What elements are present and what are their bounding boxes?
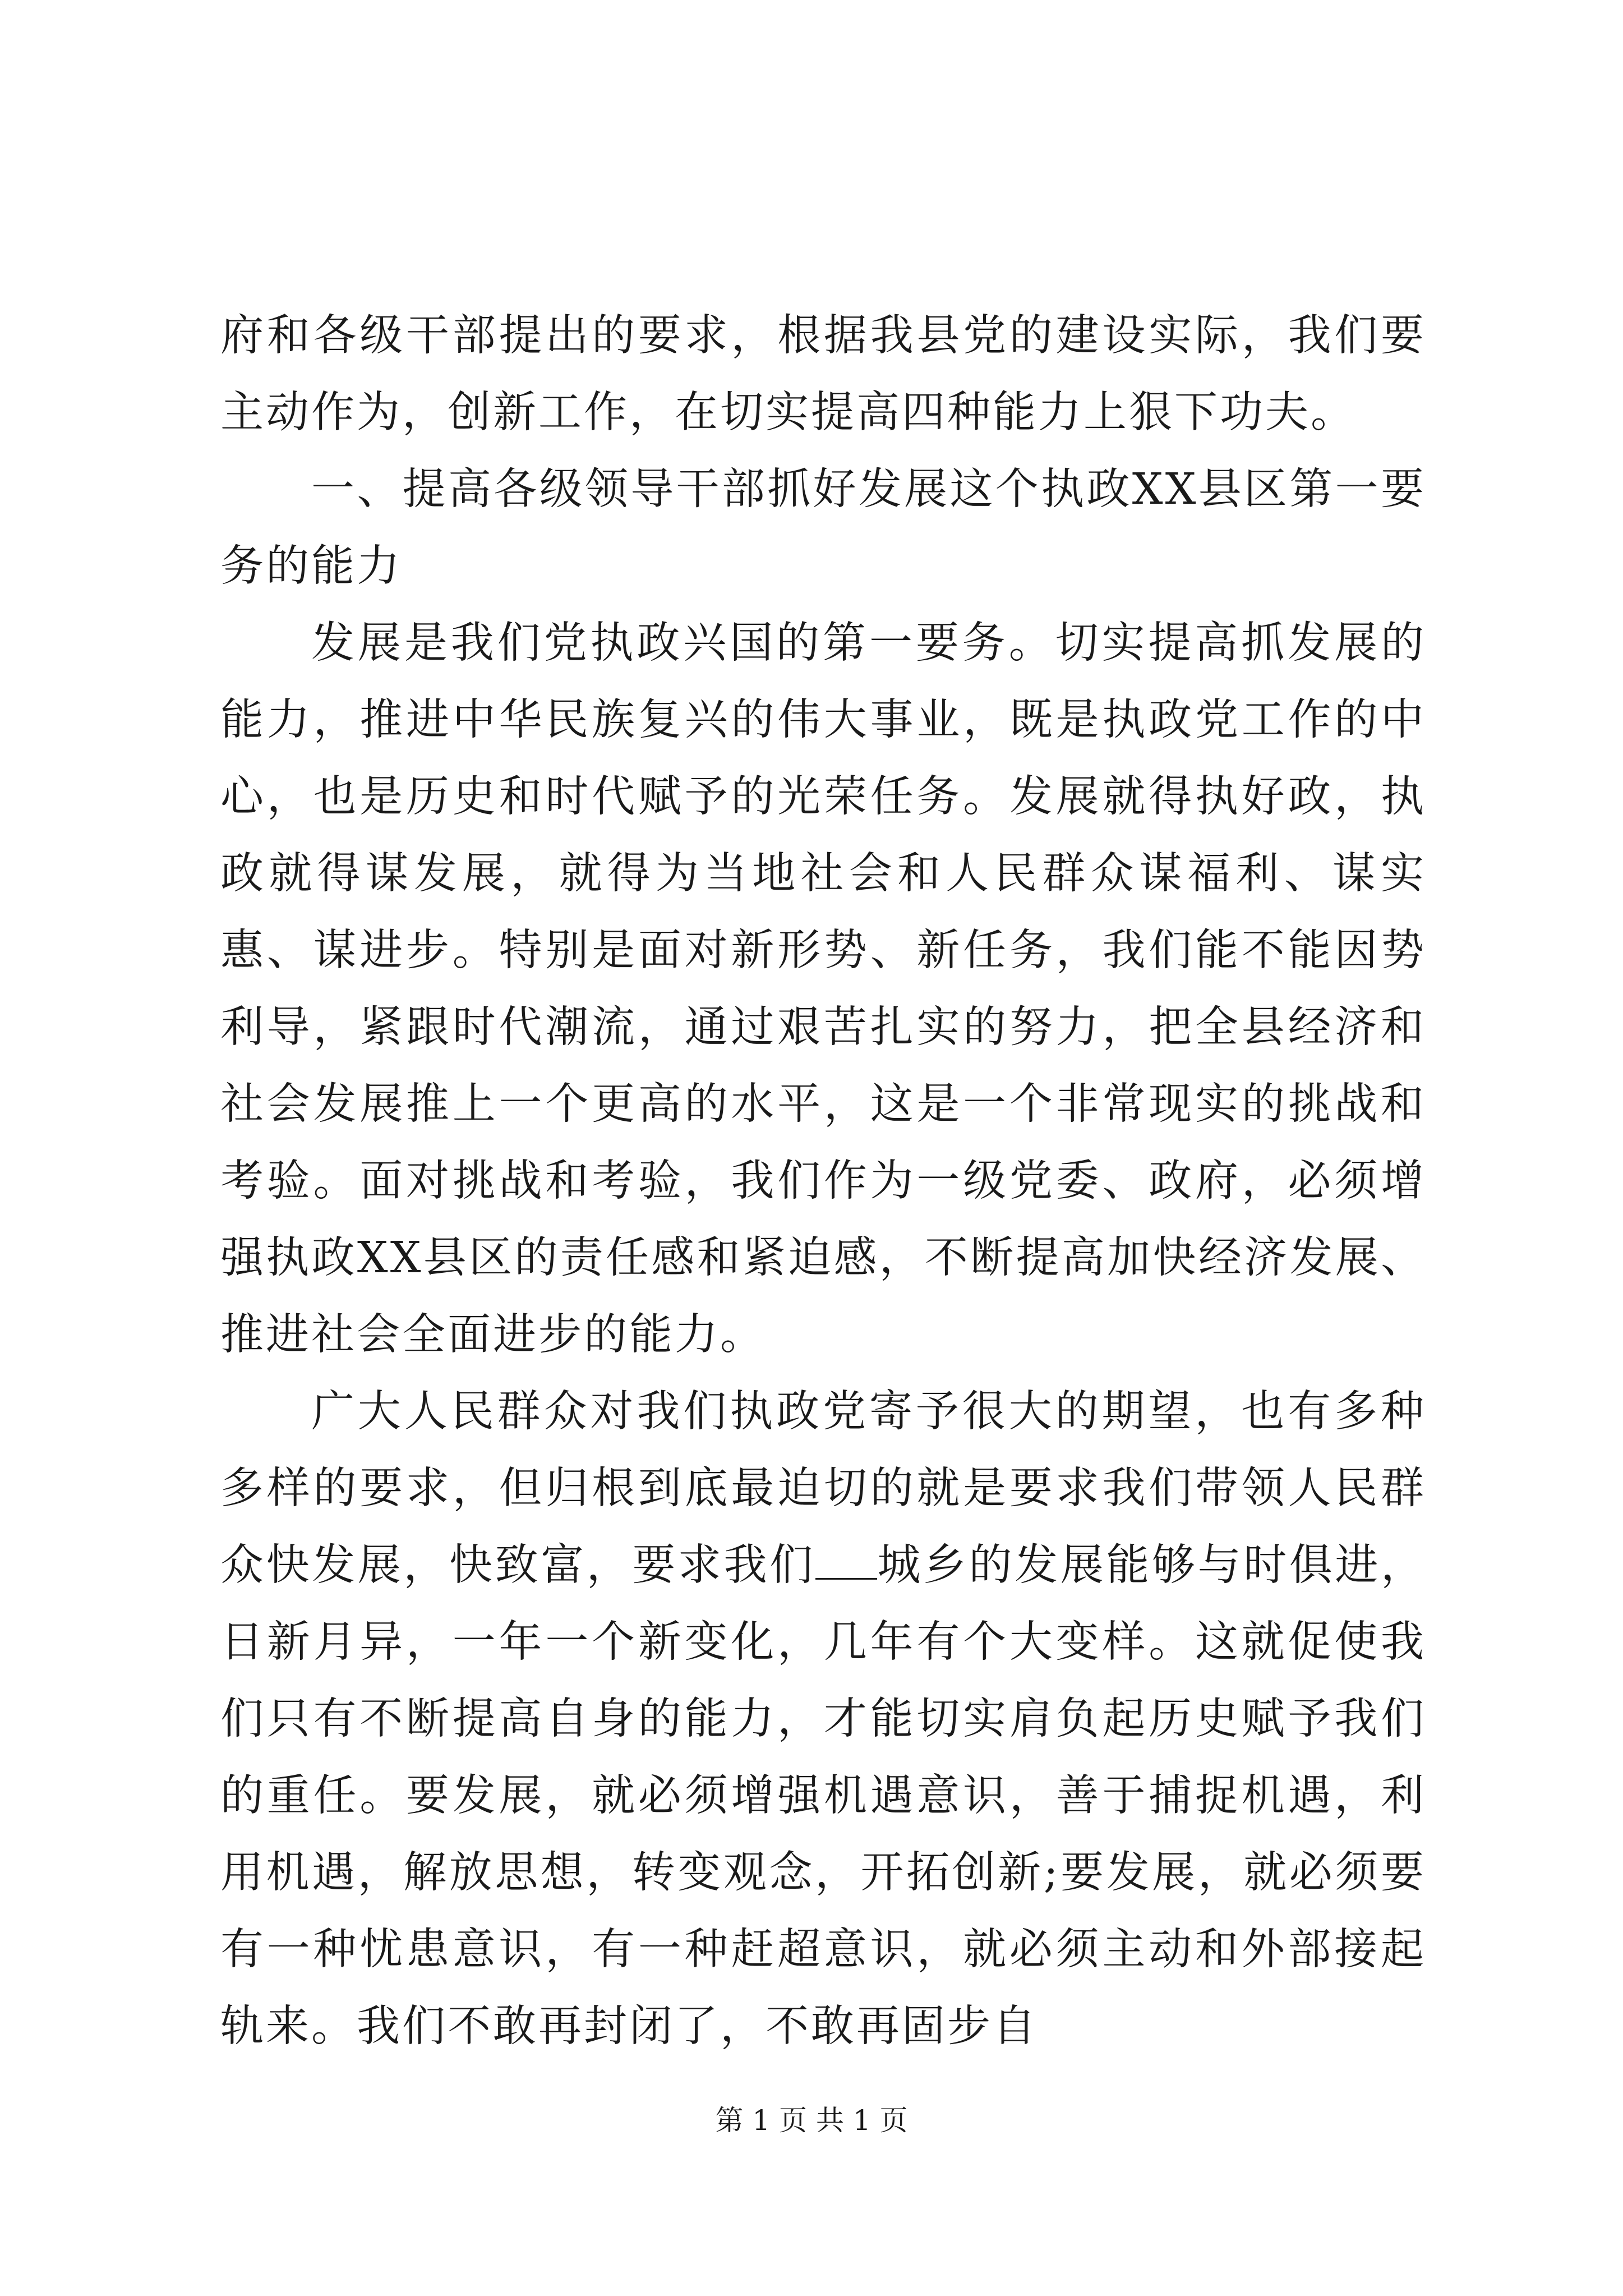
paragraph-development: 发展是我们党执政兴国的第一要务。切实提高抓发展的能力，推进中华民族复兴的伟大事业，既是执政党工作的中心，也是历史和时代赋予的光荣任务。发展就得执好政，执政就得谋发展，就得为当地社会和人民群众谋福利、谋实惠、谋进步。特别是面对新形势、新任务，我们能不能因势利导，紧跟时代潮流，通过艰苦扎实的努力，把全县经济和社会发展推上一个更高的水平，这是一个非常现实的挑战和考验。面对挑战和考验，我们作为一级党委、政府，必须增强执政XX县区的责任感和紧迫感，不断提高加快经济发展、推进社会全面进步的能力。: [220, 618, 1426, 1360]
paragraph-text-before-blank: 广大人民群众对我们执政党寄予很大的期望，也有多种多样的要求，但归根到底最迫切的就是要求我们带领人民群众快发展，快致富，要求我们: [220, 1387, 1426, 1590]
paragraph-continuation: 府和各级干部提出的要求，根据我县党的建设实际，我们要主动作为，创新工作，在切实提高四种能力上狠下功夫。: [220, 311, 1426, 438]
section-heading: 一、提高各级领导干部抓好发展这个执政XX县区第一要务的能力: [220, 464, 1426, 591]
paragraph-expectations: [220, 1373, 1426, 2065]
fill-in-blank: [815, 1544, 877, 1580]
paragraph-text-after-blank: 城乡的发展能够与时俱进，日新月异，一年一个新变化，几年有个大变样。这就促使我们只有不断提高自身的能力，才能切实肩负起历史赋予我们的重任。要发展，就必须增强机遇意识，善于捕捉机遇，利用机遇，解放思想，转变观念，开拓创新;要发展，就必须要有一种忧患意识，有一种赶超意识，就必须主动和外部接起轨来。我们不敢再封闭了，不敢再固步自: [220, 1540, 1427, 2051]
page-footer: 第 1 页 共 1 页: [715, 2104, 908, 2137]
document-body: [220, 297, 1426, 2065]
